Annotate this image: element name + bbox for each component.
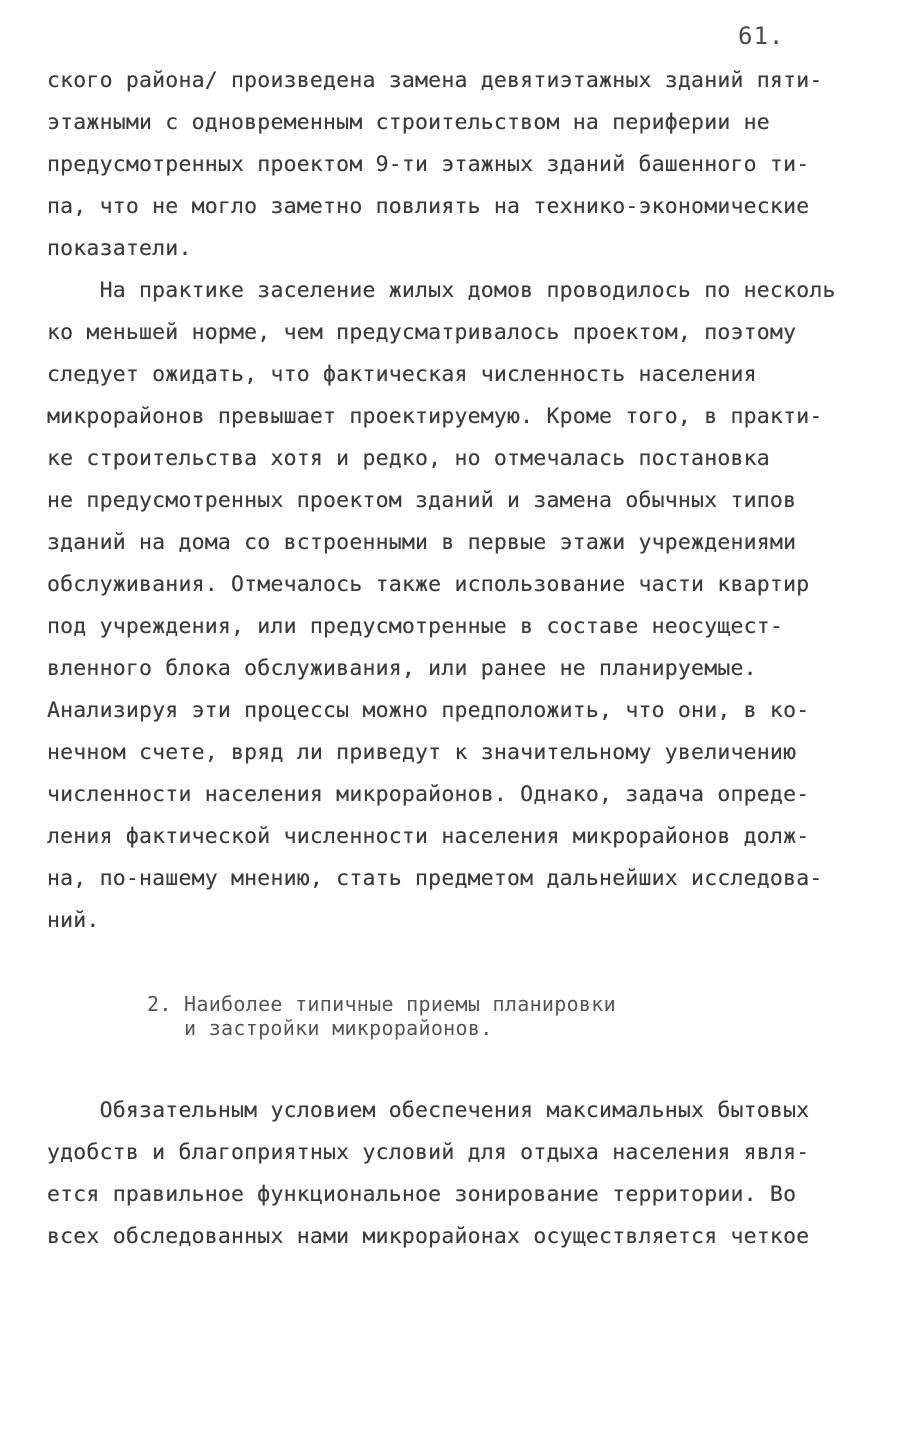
section-heading: и застройки микрорайонов. (147, 1016, 493, 1040)
text-line: ке строительства хотя и редко, но отмечалась постановка (47, 446, 770, 471)
text-line: следует ожидать, что фактическая численность населения (47, 362, 757, 387)
text-line: не предусмотренных проектом зданий и замена обычных типов (47, 488, 797, 513)
text-line: ко меньшей норме, чем предусматривалось проектом, поэтому (47, 320, 797, 345)
text-line: показатели. (47, 236, 192, 261)
text-line: ского района/ произведена замена девятиэтажных зданий пяти- (47, 68, 823, 93)
text-line: зданий на дома со встроенными в первые этажи учреждениями (47, 530, 797, 555)
text-line: Анализируя эти процессы можно предположить, что они, в ко- (47, 698, 810, 723)
text-line: обслуживания. Отмечалось также использование части квартир (47, 572, 810, 597)
text-line: На практике заселение жилых домов проводилось по несколь (47, 278, 836, 303)
text-line: ления фактической численности населения микрорайонов долж- (47, 824, 810, 849)
text-line: предусмотренных проектом 9-ти этажных зданий башенного ти- (47, 152, 810, 177)
text-line: ется правильное функциональное зонирование территории. Во (47, 1182, 797, 1207)
section-heading: 2. Наиболее типичные приемы планировки (147, 992, 616, 1016)
page-number: 61. (738, 22, 785, 50)
text-line: нечном счете, вряд ли приведут к значительному увеличению (47, 740, 797, 765)
text-line: вленного блока обслуживания, или ранее не планируемые. (47, 656, 757, 681)
text-line: ний. (47, 908, 100, 933)
text-line: этажными с одновременным строительством на периферии не (47, 110, 770, 135)
text-line: на, по-нашему мнению, стать предметом дальнейших исследова- (47, 866, 823, 891)
text-line: удобств и благоприятных условий для отдыха населения явля- (47, 1140, 810, 1165)
text-line: под учреждения, или предусмотренные в составе неосущест- (47, 614, 784, 639)
text-line: микрорайонов превышает проектируемую. Кроме того, в практи- (47, 404, 823, 429)
text-line: Обязательным условием обеспечения максимальных бытовых (47, 1098, 810, 1123)
text-line: всех обследованных нами микрорайонах осуществляется четкое (47, 1224, 810, 1249)
text-line: па, что не могло заметно повлиять на технико-экономические (47, 194, 810, 219)
text-line: численности населения микрорайонов. Однако, задача опреде- (47, 782, 810, 807)
